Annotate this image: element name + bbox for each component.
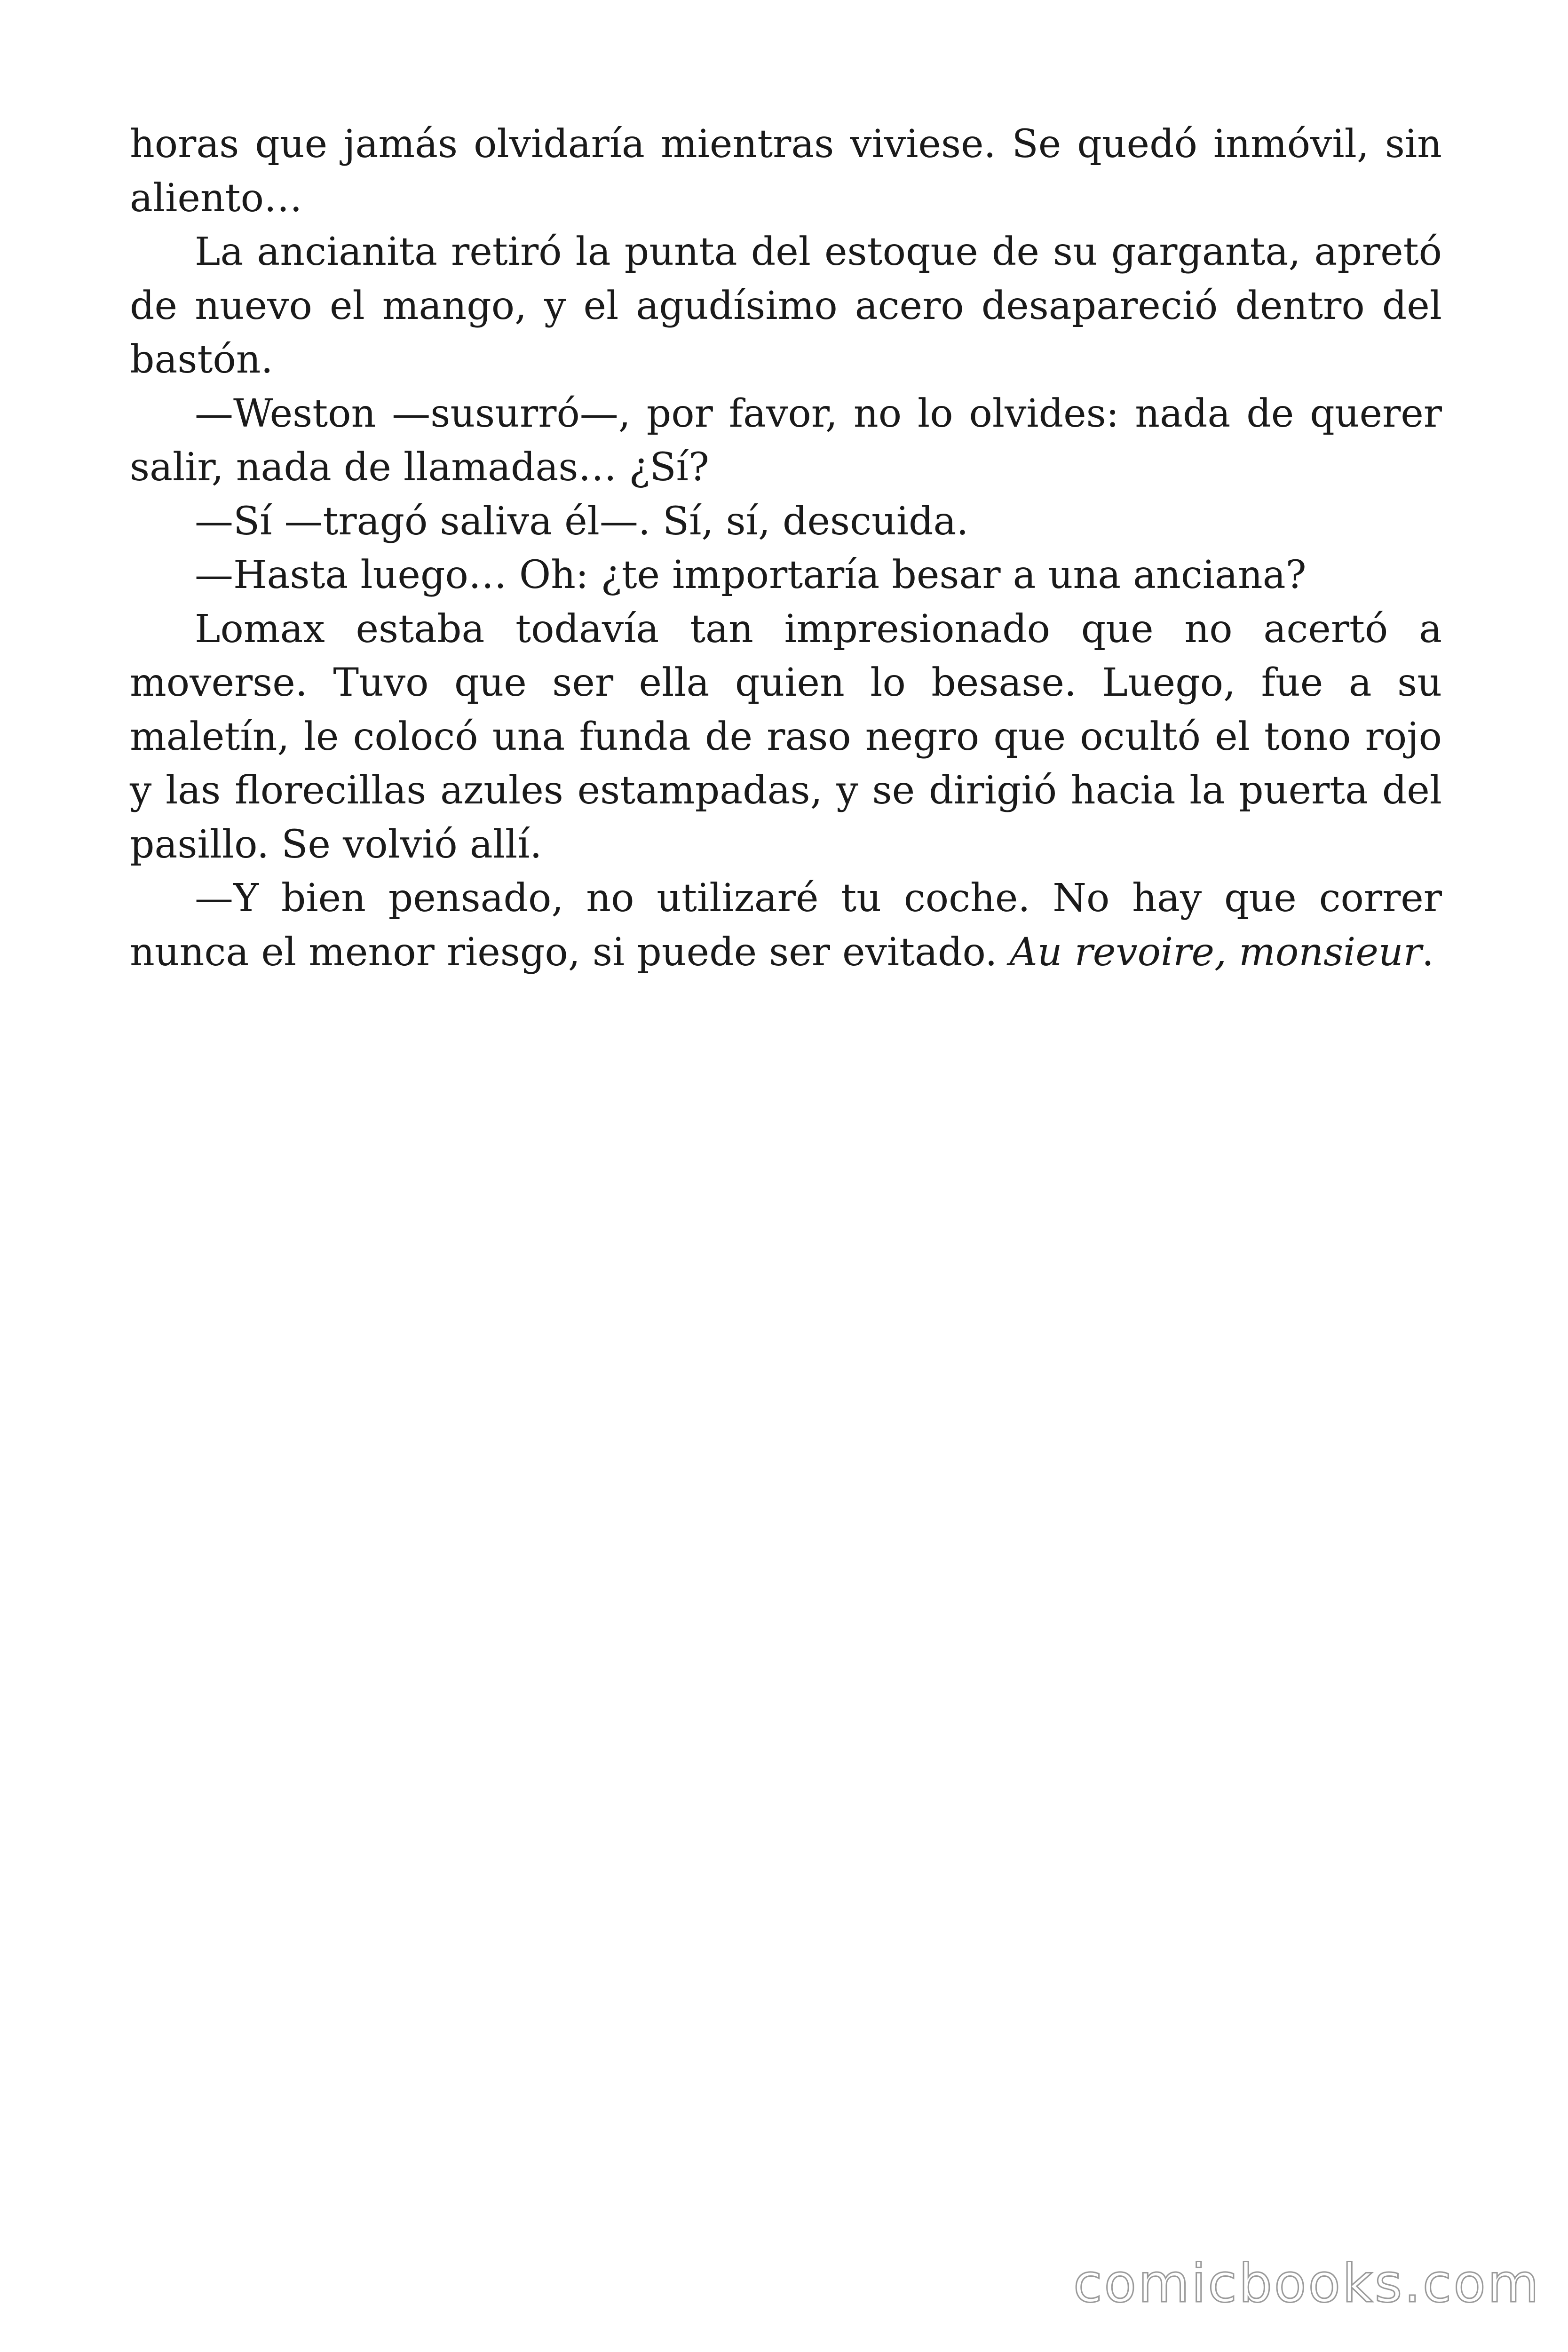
paragraph: —Weston —susurró—, por favor, no lo olvides: nada de querer salir, nada de llamadas… ¿Sí? bbox=[130, 391, 1442, 490]
paragraph: —Sí —tragó saliva él—. Sí, sí, descuida. bbox=[195, 499, 969, 544]
paragraph: La ancianita retiró la punta del estoque de su garganta, apretó de nuevo el mango, y el agudísimo acero desapareció dentro del bastón. bbox=[130, 230, 1442, 382]
paragraph: —Hasta luego… Oh: ¿te importaría besar a una anciana? bbox=[195, 553, 1307, 597]
paragraph-text: —Y bien pensado, no utilizaré tu coche. No hay que correr nunca el menor riesgo, si puede ser evitado. bbox=[130, 876, 1442, 975]
paragraph: horas que jamás olvidaría mientras viviese. Se quedó inmóvil, sin aliento… bbox=[130, 122, 1442, 221]
watermark-logo: comicbooks.com bbox=[1073, 2253, 1541, 2314]
italic-phrase: Au revoire, monsieur bbox=[1009, 930, 1422, 975]
paragraph-end: . bbox=[1421, 930, 1434, 975]
paragraph bbox=[130, 872, 1442, 979]
body-text bbox=[130, 118, 1442, 979]
paragraph: Lomax estaba todavía tan impresionado que no acertó a moverse. Tuvo que ser ella quien lo besase. Luego, fue a su maletín, le colocó una funda de raso negro que ocultó el tono rojo y las florecillas azules estampadas, y se dirigió hacia la puerta del pasillo. Se volvió allí. bbox=[130, 606, 1442, 867]
